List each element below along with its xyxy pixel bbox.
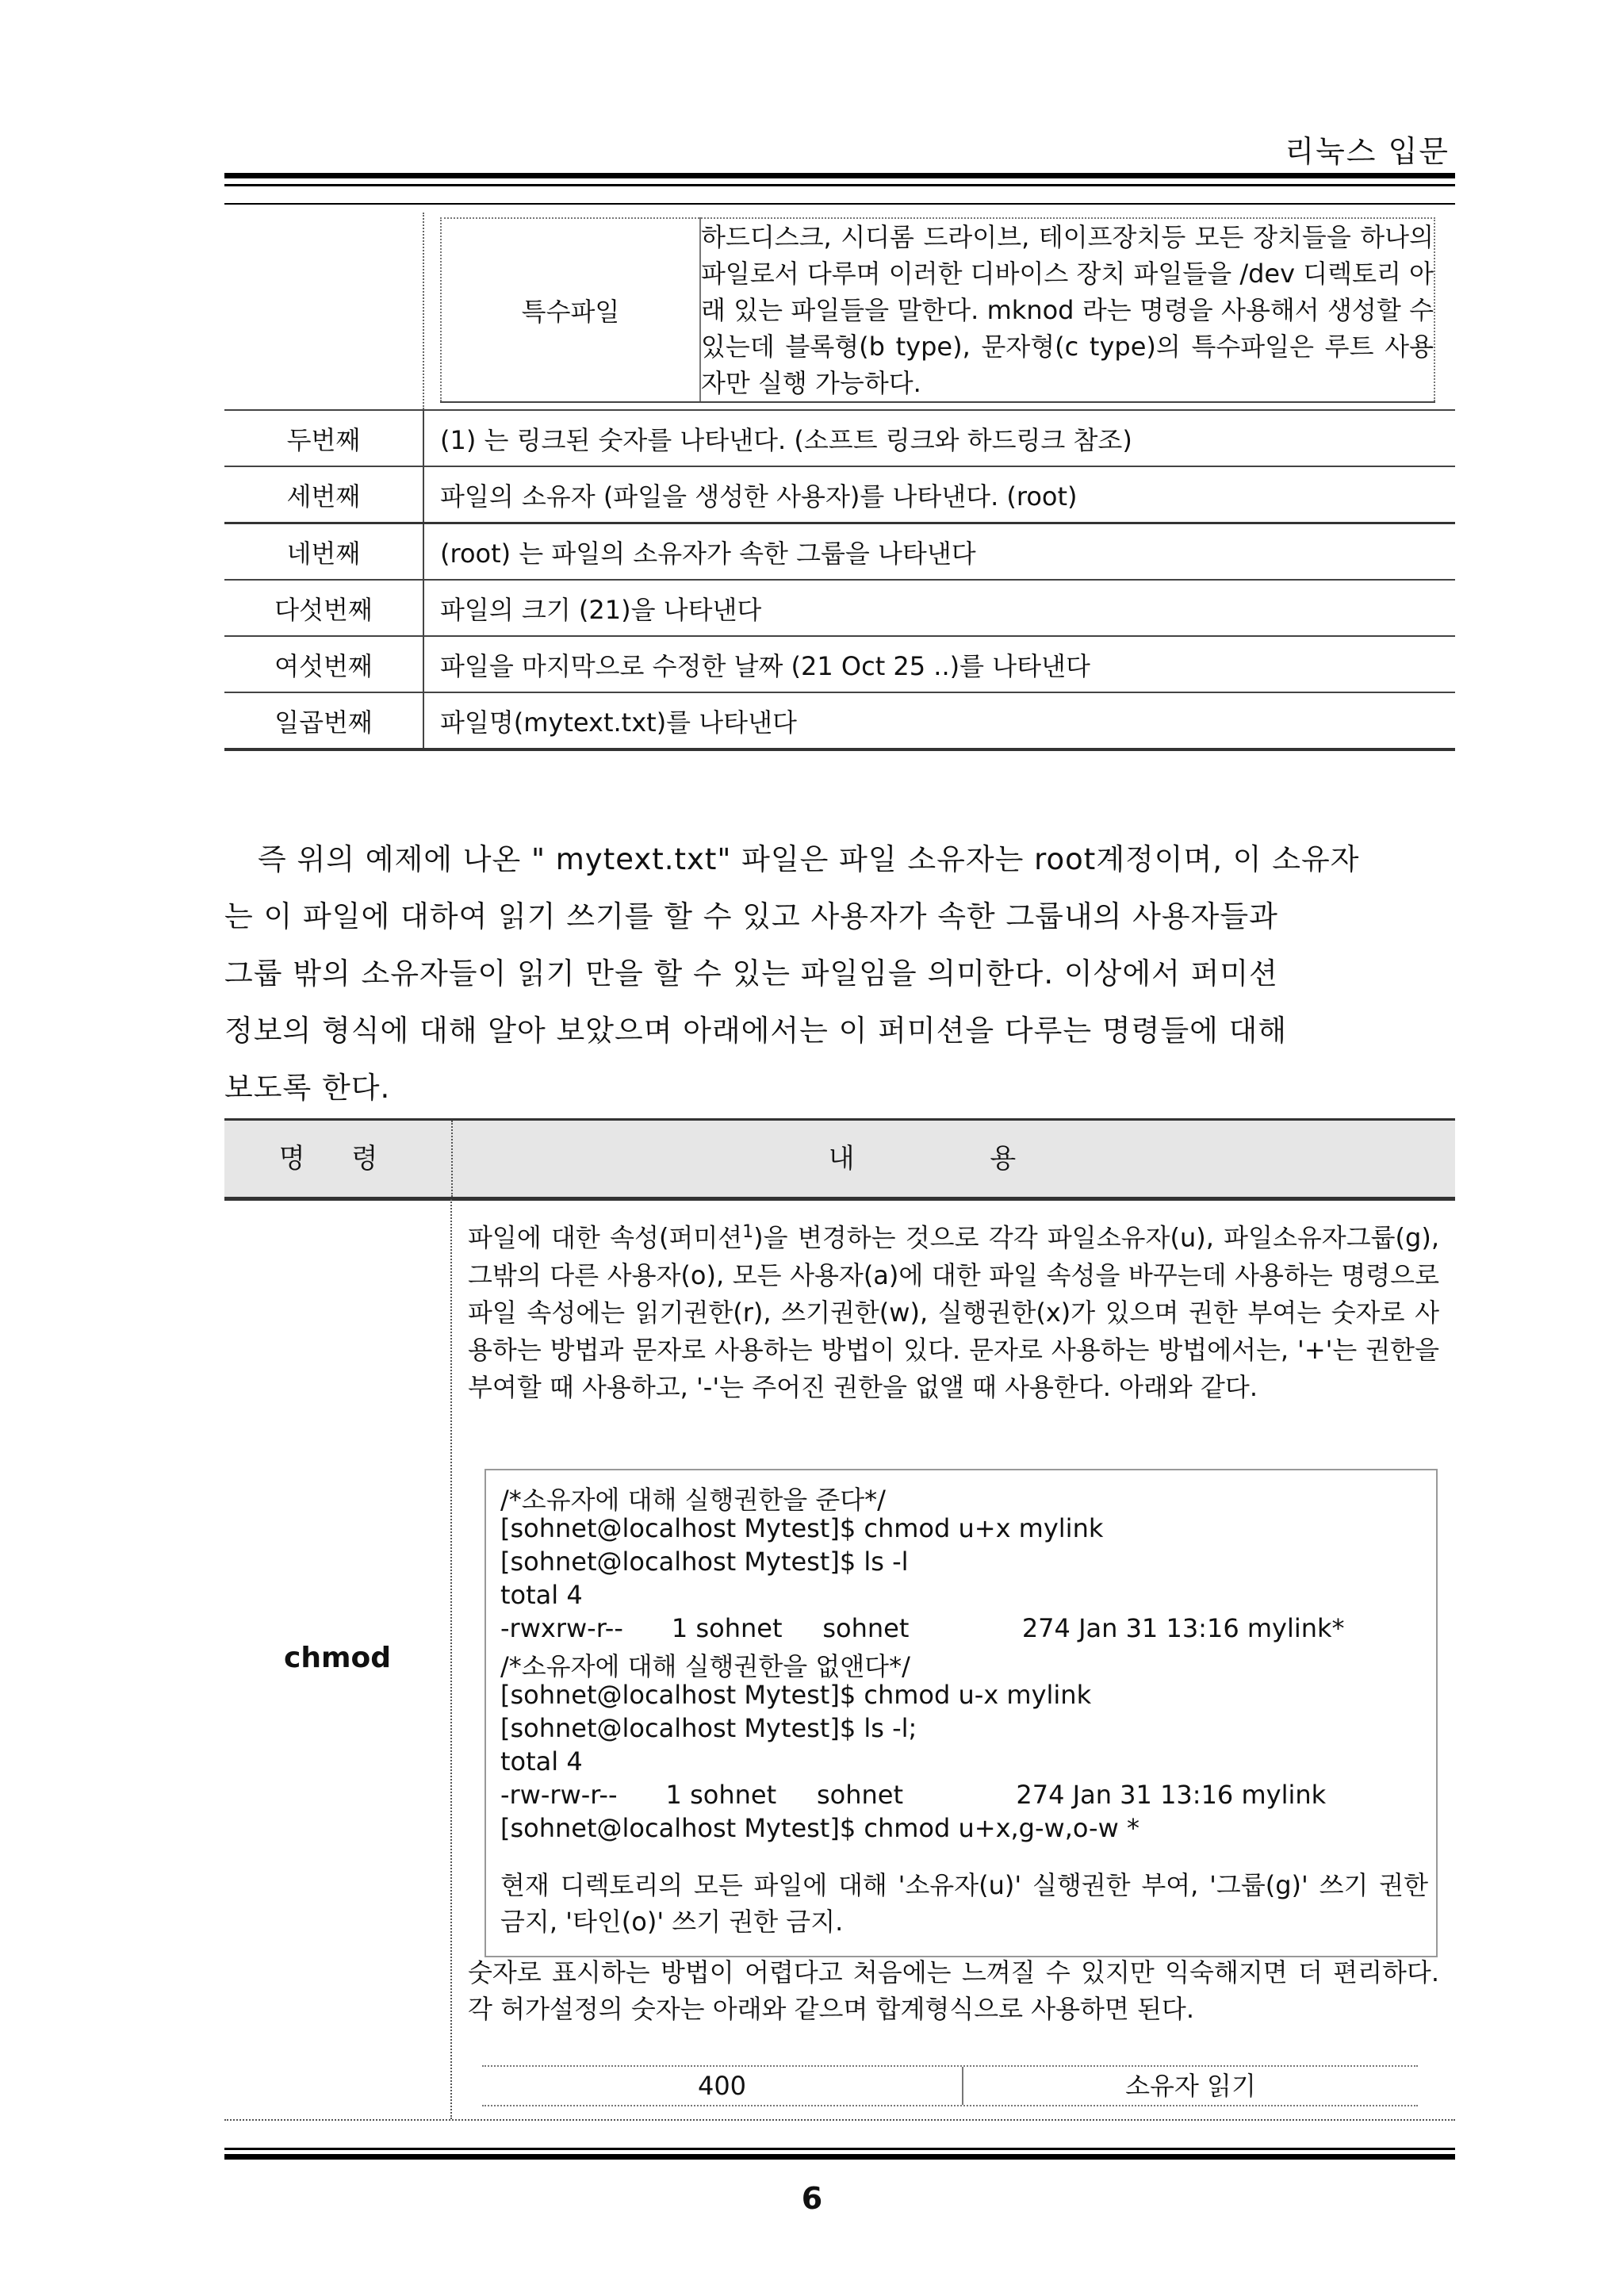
numeric-method-text: 숫자로 표시하는 방법이 어렵다고 처음에는 느껴질 수 있지만 익숙해지면 더 편리하다. 각 허가설정의 숫자는 아래와 같으며 합계형식으로 사용하면 된다. [468, 1957, 1439, 2024]
command-table-header [224, 1118, 1455, 1199]
field-label: 네번째 [224, 523, 423, 581]
table-divider [224, 1199, 1455, 1201]
code-line: [sohnet@localhost Mytest]$ chmod u-x mylink [500, 1680, 1092, 1710]
code-line: [sohnet@localhost Mytest]$ chmod u+x mylink [500, 1513, 1104, 1543]
paragraph-line: 그룹 밖의 소유자들이 읽기 만을 할 수 있는 파일임을 의미한다. 이상에서 퍼미션 [224, 956, 1278, 991]
field-row [224, 410, 1455, 466]
footer-rule-thick [224, 2154, 1455, 2160]
field-label: 두번째 [224, 410, 423, 466]
special-file-box [440, 217, 1435, 403]
special-file-text: 하드디스크, 시디롬 드라이브, 테이프장치등 모든 장치들을 하나의 파일로서 다루며 이러한 디바이스 장치 파일들을 /dev 디렉토리 아래 있는 파일들을 말한다. mknod 라는 명령을 사용해서 생성할 수 있는데 블록형(b type), 문자형(c type)의 특수파일은 루트 사용자만 실행 가능하다. [700, 218, 1434, 402]
running-header: 리눅스 입문 [1285, 134, 1450, 169]
field-desc: (1) 는 링크된 숫자를 나타낸다. (소프트 링크와 하드링크 참조) [423, 410, 1455, 466]
field-row [224, 523, 1455, 581]
footnote-marker: 1 [742, 1222, 754, 1242]
permission-value: 400 [697, 2071, 747, 2101]
page-number: 6 [801, 2181, 823, 2216]
code-line: -rw-rw-r-- 1 sohnet sohnet 274 Jan 31 13:16 mylink [500, 1780, 1327, 1810]
special-file-label: 특수파일 [441, 218, 700, 402]
header-rule [224, 173, 1455, 178]
code-line: [sohnet@localhost Mytest]$ chmod u+x,g-w,o-w * [500, 1813, 1139, 1843]
paragraph-line: 정보의 형식에 대해 알아 보았으며 아래에서는 이 퍼미션을 다루는 명령들에 대해 [224, 1014, 1288, 1048]
command-description [468, 1213, 1439, 1406]
table-bottom-border [224, 2119, 1455, 2121]
field-label: 일곱번째 [224, 692, 423, 749]
footer-rule [224, 2148, 1455, 2150]
code-line: /*소유자에 대해 실행권한을 준다*/ [500, 1485, 886, 1515]
code-note: 현재 디렉토리의 모든 파일에 대해 '소유자(u)' 실행권한 부여, '그룹(g)' 쓰기 권한 금지, '타인(o)' 쓰기 권한 금지. [500, 1870, 1428, 1937]
field-row [224, 466, 1455, 523]
header-rule-thin-2 [224, 203, 1455, 205]
field-label: 다섯번째 [224, 580, 423, 636]
field-desc: (root) 는 파일의 소유자가 속한 그룹을 나타낸다 [423, 523, 1455, 581]
field-row [224, 636, 1455, 692]
code-line: /*소유자에 대해 실행권한을 없앤다*/ [500, 1651, 910, 1681]
code-line: total 4 [500, 1580, 583, 1610]
field-desc: 파일의 크기 (21)을 나타낸다 [423, 580, 1455, 636]
code-line: [sohnet@localhost Mytest]$ ls -l; [500, 1713, 917, 1743]
command-name: chmod [284, 1642, 391, 1674]
field-label: 세번째 [224, 466, 423, 523]
body-paragraph [224, 831, 1455, 1117]
field-row [224, 692, 1455, 749]
header-content: 내 용 [451, 1121, 1455, 1197]
code-line: -rwxrw-r-- 1 sohnet sohnet 274 Jan 31 13:16 mylink* [500, 1613, 1345, 1643]
paragraph-line: 보도록 한다. [224, 1071, 391, 1105]
paragraph-line: 는 이 파일에 대하여 읽기 쓰기를 할 수 있고 사용자가 속한 그룹내의 사용자들과 [224, 899, 1278, 933]
special-file-row [224, 213, 1455, 410]
header-rule-thin [224, 184, 1455, 186]
field-label: 여섯번째 [224, 636, 423, 692]
code-line: total 4 [500, 1746, 583, 1777]
permission-table [482, 2065, 1418, 2106]
paragraph-line: 즉 위의 예제에 나온 " mytext.txt" 파일은 파일 소유자는 root계정이며, 이 소유자 [258, 842, 1360, 876]
description-text: 파일에 대한 속성(퍼미션 [468, 1222, 743, 1253]
permission-label: 소유자 읽기 [962, 2067, 1418, 2105]
description-text-cont: )을 변경하는 것으로 각각 파일소유자(u), 파일소유자그룹(g), 그밖의 다른 사용자(o), 모든 사용자(a)에 대한 파일 속성을 바꾸는데 사용하는 명령으로 파일 속성에는 읽기권한(r), 쓰기권한(w), 실행권한(x)가 있으며 권한 부여는 숫자로 사용하는 방법과 문자로 사용하는 방법이 있다. 문자로 사용하는 방법에서는, '+'는 권한을 부여할 때 사용하고, '-'는 주어진 권한을 없앨 때 사용한다. 아래와 같다. [468, 1222, 1439, 1402]
field-row [224, 580, 1455, 636]
field-desc: 파일명(mytext.txt)를 나타낸다 [423, 692, 1455, 749]
file-info-table [224, 213, 1455, 751]
field-desc: 파일을 마지막으로 수정한 날짜 (21 Oct 25 ..)를 나타낸다 [423, 636, 1455, 692]
column-divider [450, 1199, 452, 2119]
code-line: [sohnet@localhost Mytest]$ ls -l [500, 1547, 909, 1577]
header-command: 명 령 [278, 1143, 397, 1175]
field-desc: 파일의 소유자 (파일을 생성한 사용자)를 나타낸다. (root) [423, 466, 1455, 523]
code-example-box [485, 1469, 1438, 1957]
